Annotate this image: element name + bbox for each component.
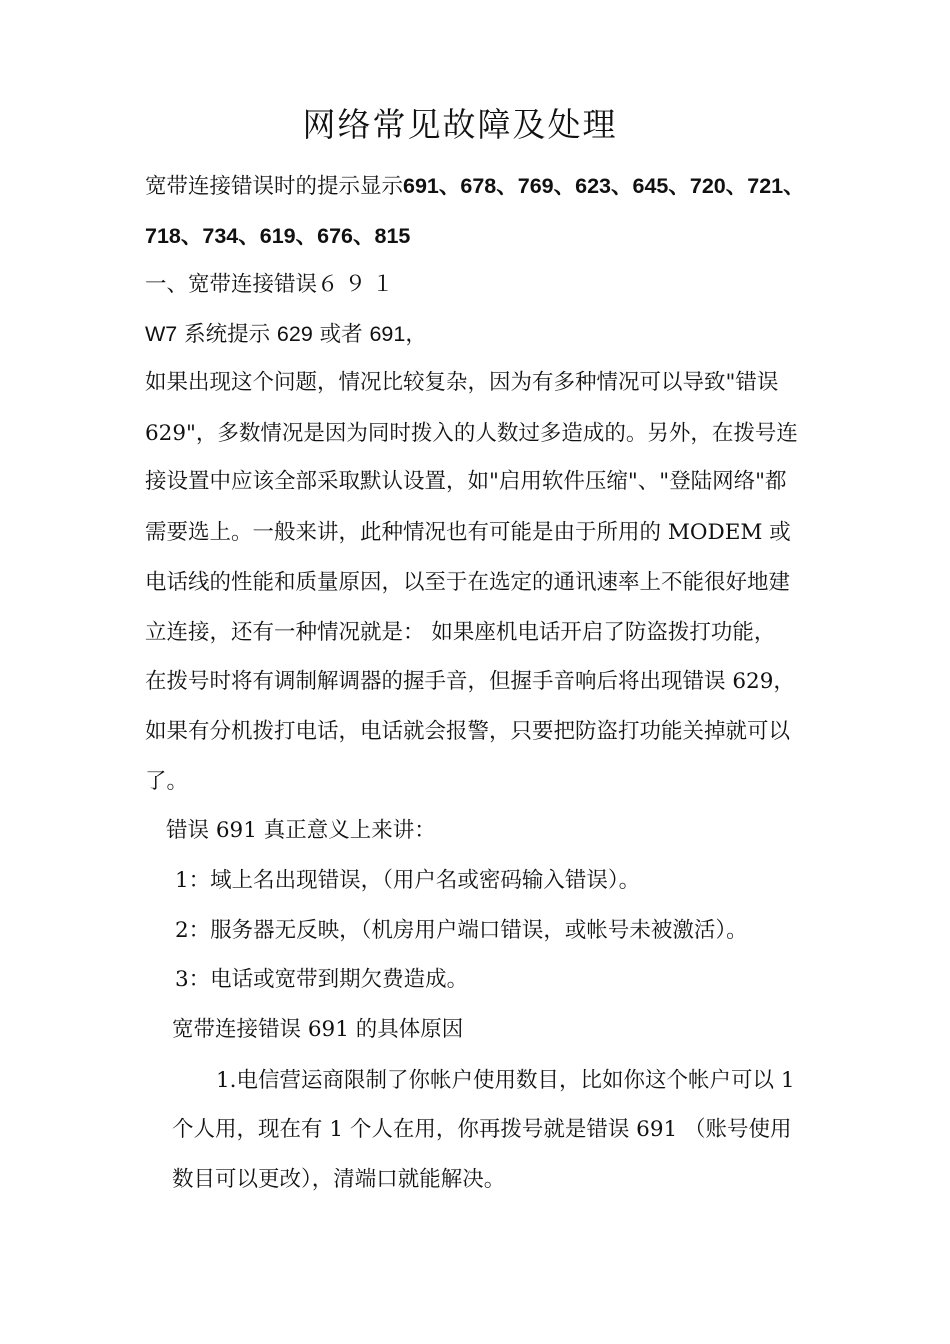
paragraph-line: 立连接，还有一种情况就是： 如果座机电话开启了防盗拨打功能， <box>145 620 776 645</box>
cause-line: 1.电信营运商限制了你帐户使用数目，比如你这个帐户可以 1 <box>216 1068 795 1093</box>
w7-text-3: ， <box>405 322 427 347</box>
intro-line-1 <box>145 170 805 202</box>
w7-label: W7 <box>145 322 178 346</box>
w7-text-1: 系统提示 <box>177 322 277 347</box>
cause-heading: 宽带连接错误 691 的具体原因 <box>172 1017 464 1042</box>
reason-item: 2：服务器无反映，（机房用户端口错误，或帐号未被激活）。 <box>175 918 748 943</box>
paragraph-line: 在拨号时将有调制解调器的握手音，但握手音响后将出现错误 629， <box>145 669 795 694</box>
cause-line: 个人用，现在有 1 个人在用，你再拨号就是错误 691 （账号使用 <box>172 1117 792 1142</box>
intro-prefix: 宽带连接错误时的提示显示 <box>145 174 404 199</box>
cause-line: 数目可以更改），清端口就能解决。 <box>172 1167 506 1192</box>
error-691-heading: 错误 691 真正意义上来讲： <box>166 818 436 843</box>
w7-text-2: 或者 <box>312 322 370 347</box>
section-heading-text: 一、宽带连接错误 <box>145 272 318 297</box>
paragraph-line: 629"，多数情况是因为同时拨入的人数过多造成的。另外，在拨号连 <box>145 421 798 446</box>
w7-line <box>145 318 427 350</box>
error-codes-line-2: 718、734、619、676、815 <box>145 224 411 248</box>
paragraph-line: 需要选上。一般来讲，此种情况也有可能是由于所用的 MODEM 或 <box>145 520 791 545</box>
section-heading-691 <box>145 269 400 301</box>
page-title: 网络常见故障及处理 <box>302 105 618 144</box>
paragraph-line: 了。 <box>145 769 189 794</box>
reason-item: 3：电话或宽带到期欠费造成。 <box>175 967 469 992</box>
w7-code-691: 691 <box>369 322 406 346</box>
paragraph-line: 电话线的性能和质量原因，以至于在选定的通讯速率上不能很好地建 <box>145 570 791 595</box>
error-codes-line-1: 691、678、769、623、645、720、721、 <box>403 174 805 198</box>
paragraph-line: 如果出现这个问题，情况比较复杂，因为有多种情况可以导致"错误 <box>145 370 779 395</box>
paragraph-line: 如果有分机拨打电话，电话就会报警，只要把防盗打功能关掉就可以 <box>145 719 791 744</box>
w7-code-629: 629 <box>276 322 313 346</box>
paragraph-line: 接设置中应该全部采取默认设置，如"启用软件压缩"、"登陆网络"都 <box>145 469 787 494</box>
section-heading-code: ６９１ <box>317 272 400 297</box>
reason-item: 1：域上名出现错误，（用户名或密码输入错误）。 <box>175 868 641 893</box>
